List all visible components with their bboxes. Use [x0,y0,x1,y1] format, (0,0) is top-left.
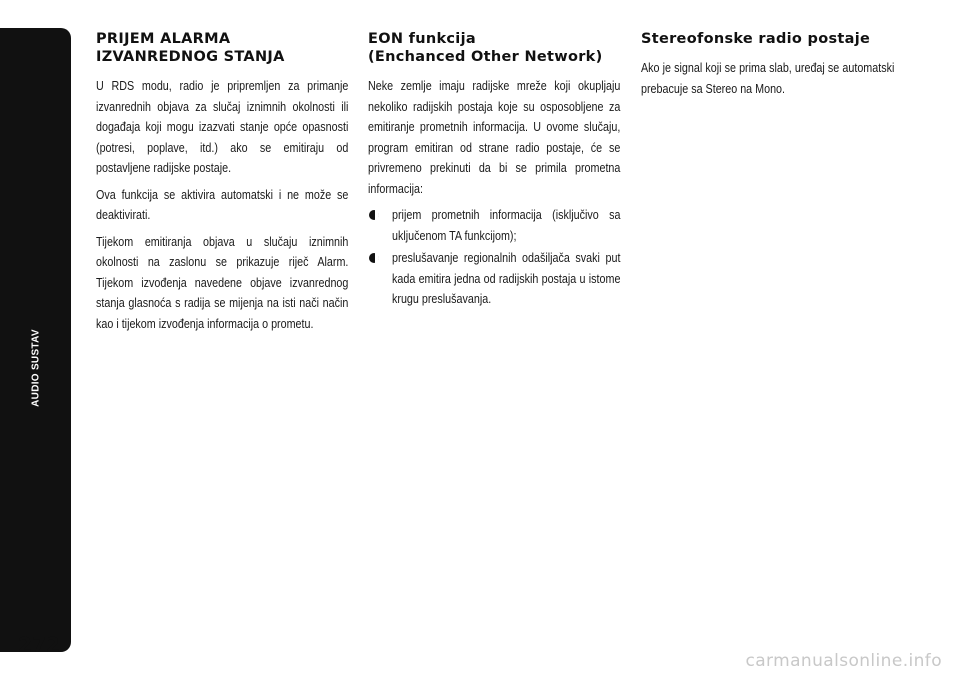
chapter-sidebar [0,28,71,652]
stereo-paragraph-1: Ako je signal koji se prima slab, uređaj se automatski prebacuje sa Stereo na Mono. [641,61,895,96]
eon-heading [368,30,621,66]
chapter-label: AUDIO SUSTAV [30,329,42,407]
bullet-icon [369,253,379,263]
watermark: carmanualsonline.info [745,651,942,671]
bullet-text: preslušavanje regionalnih odašiljača svaki put kada emitira jedna od radijskih postaja u istome krugu preslušavanja. [392,251,621,306]
bullet-icon [369,210,379,220]
eon-heading-line2: (Enchanced Other Network) [368,49,603,65]
column-stereo [641,30,895,105]
alarm-heading-line1: PRIJEM ALARMA [96,31,231,47]
bullet-text: prijem prometnih informacija (isključivo sa uključenom TA funkcijom); [392,208,621,243]
list-item [368,205,621,246]
alarm-paragraph-3: Tijekom emitiranja objava u slučaju iznimnih okolnosti na zaslonu se prikazuje riječ Alarm. Tijekom izvođenja navedene objave izvanrednog stanja glasnoća s radija se mijenja na isti nači način kao i tijekom izvođenja informacija o prometu. [96,234,349,331]
eon-bullet-list [368,205,621,310]
column-alarm [96,30,349,340]
eon-paragraph-1: Neke zemlje imaju radijske mreže koji okupljaju nekoliko radijskih postaja koje su osposobljene za emitiranje prometnih informacija. U ovome slučaju, program emitiran od strane radio postaje, će se privremeno prekinuti da bi se primila prometna informacija: [368,79,621,196]
alarm-heading-line2: IZVANREDNOG STANJA [96,49,285,65]
alarm-paragraph-1: U RDS modu, radio je pripremljen za primanje izvanrednih objava za slučaj iznimnih okolnosti ili događaja koji mogu izazvati stanje opće opasnosti (potresi, poplave, itd.) ako se emitiraju od postavljene radijske postaje. [96,79,349,175]
column-eon [368,30,621,312]
page-number: 272 [18,633,60,657]
list-item [368,248,621,310]
eon-heading-line1: EON funkcija [368,31,476,47]
alarm-paragraph-2: Ova funkcija se aktivira automatski i ne može se deaktivirati. [96,187,349,222]
stereo-heading: Stereofonske radio postaje [641,31,871,47]
alarm-heading [96,30,349,66]
